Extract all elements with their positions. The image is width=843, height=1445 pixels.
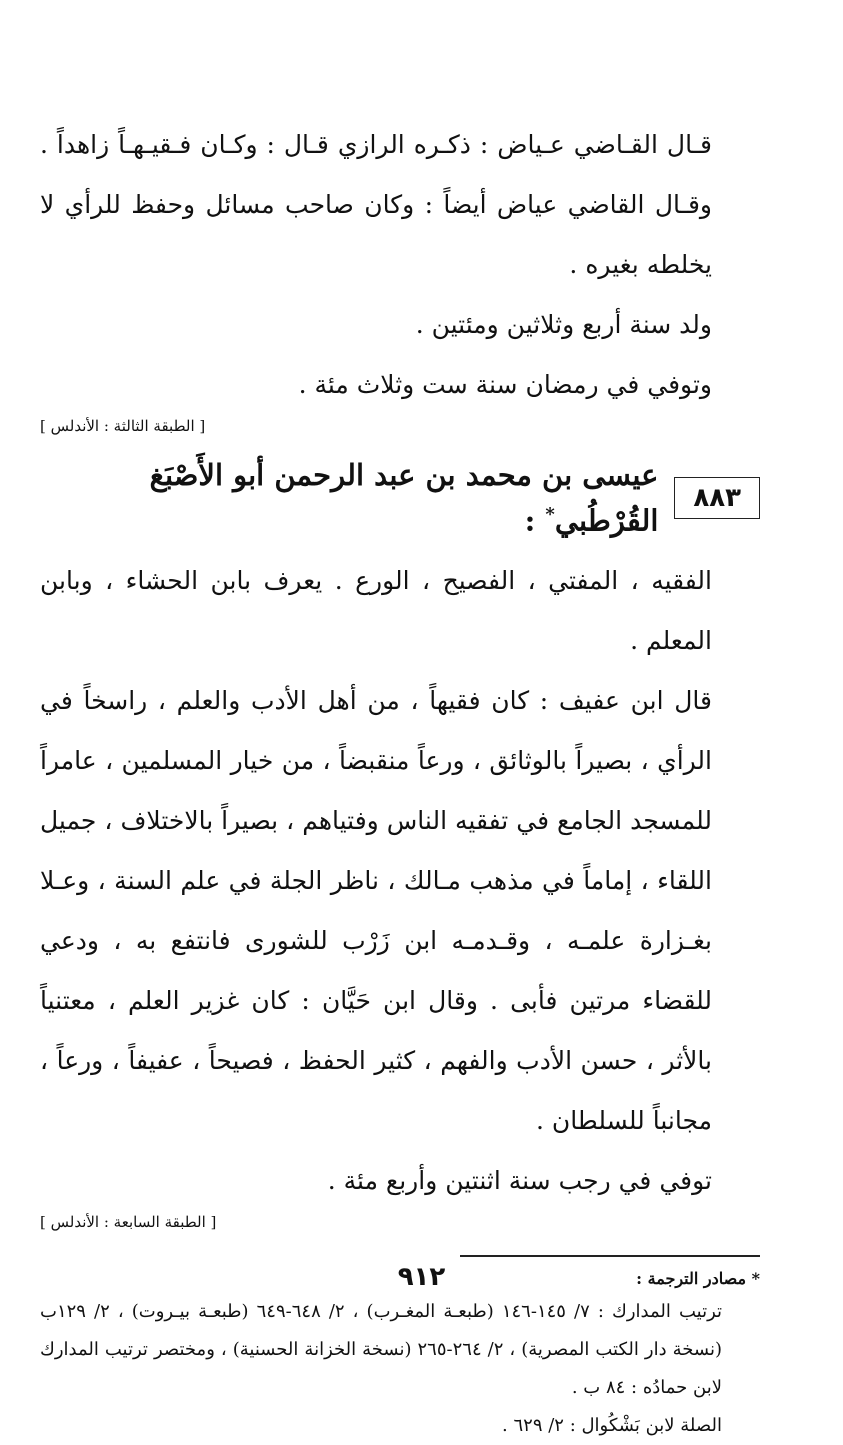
entry-paragraph-3: توفي في رجب سنة اثنتين وأربع مئة . (327, 1165, 712, 1195)
entry-colon: : (524, 503, 536, 538)
footnote-marker: * (545, 504, 555, 525)
entry-heading (40, 455, 760, 541)
intro-paragraph-3: وتوفي في رمضان سنة ست وثلاث مئة . (298, 370, 712, 399)
entry-paragraph-2: قال ابن عفيف : كان فقيهاً ، من أهل الأدب والعلم ، راسخاً في الرأي ، بصيراً بالوثائق ، ورعاً منقبضاً ، من خيار المسلمين ، عامراً للمسجد الجامع في تفقيه الناس وفتياهم ، بصيراً بالاختلاف ، جميل اللقاء ، إماماً في مذهب مـالك ، ناظر الجلة في علم السنة ، وعـلا بغـزارة علمـه ، وقـدمـه ابن زَرْب للشورى فانتفع به ، ودعي للقضاء مرتين فأبى . وقال ابن حَيَّان : كان غزير العلم ، معتنياً بالأثر ، حسن الأدب والفهم ، كثير الحفظ ، فصيحاً ، عفيفاً ، ورعاً ، مجانباً للسلطان . (40, 685, 712, 1135)
footnote-divider (460, 1255, 760, 1257)
tabaqa-label-2: [ الطبقة السابعة : الأندلس ] (40, 1212, 217, 1231)
page-number: ٩١٢ (397, 1262, 446, 1292)
intro-paragraph-1: قـال القـاضي عـياض : ذكـره الرازي قـال : وكـان فـقيـهـاً زاهداً . وقـال القاضي عياض أيضاً : وكان صاحب مسائل وحفظ للرأي لا يخلطه بغيره . (40, 130, 712, 279)
entry-number: ٨٨٣ (674, 477, 760, 519)
entry-paragraph-1: الفقيه ، المفتي ، الفصيح ، الورع . يعرف بابن الحشاء ، وبابن المعلم . (40, 565, 712, 655)
footnote-heading: * مصادر الترجمة : (636, 1268, 760, 1288)
footnote-paragraph-1: ترتيب المدارك : ٧/ ١٤٥-١٤٦ (طبعـة المغـرب) ، ٢/ ٦٤٨-٦٤٩ (طبعـة بيـروت) ، ٢/ ١٢٩ب (نسخة دار الكتب المصرية) ، ٢/ ٢٦٤-٢٦٥ (نسخة الخزانة الحسنية) ، ومختصر ترتيب المدارك لابن حمادُه : ٨٤ ب . (40, 1300, 723, 1398)
entry-name-text: عيسى بن محمد بن عبد الرحمن أبو الأَصْبَغ القُرْطُبي (149, 458, 659, 538)
page-body (40, 115, 760, 1445)
intro-paragraph-2: ولد سنة أربع وثلاثين ومئتين . (415, 310, 712, 339)
entry-name (40, 455, 658, 541)
tabaqa-label: [ الطبقة الثالثة : الأندلس ] (40, 417, 206, 435)
footnote-paragraph-2: الصلة لابن بَشْكُوال : ٢/ ٦٢٩ . (502, 1414, 722, 1436)
